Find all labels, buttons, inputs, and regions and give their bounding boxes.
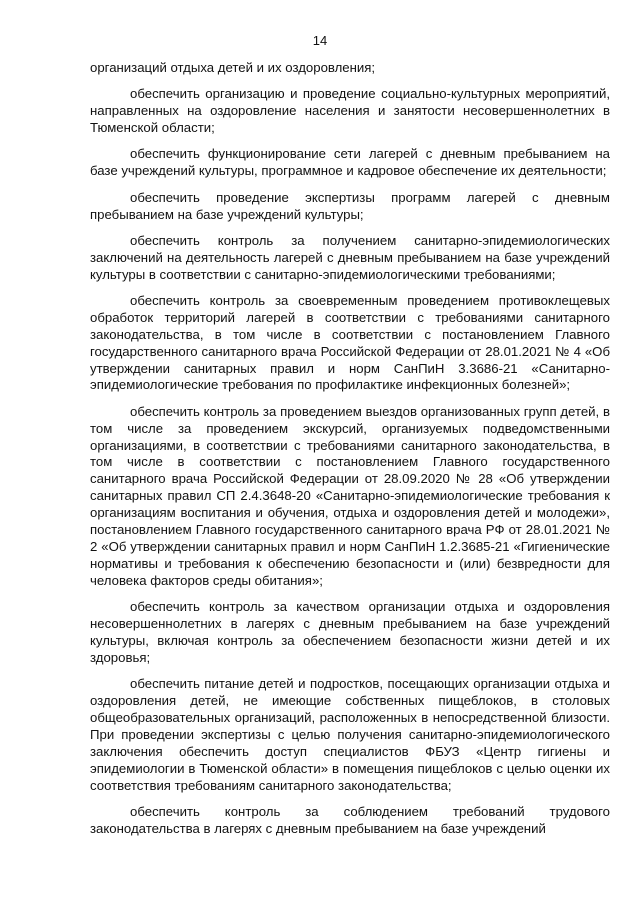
paragraph: организаций отдыха детей и их оздоровления;: [90, 60, 376, 75]
paragraph: обеспечить контроль за соблюдением требований трудового законодательства в лагерях с дневным пребыванием на базе учреждений: [90, 803, 610, 836]
paragraph: обеспечить питание детей и подростков, посещающих организации отдыха и оздоровления детей, не имеющие собственных пищеблоков, в столовых общеобразовательных организаций, расположенных в непосредственной близости. При проведении экспертизы с целью получения санитарно-эпидемиологического заключения обеспечить доступ специалистов ФБУЗ «Центр гигиены и эпидемиологии в Тюменской области» в помещения пищеблоков с целью оценки их соответствия требованиям санитарного законодательства;: [90, 676, 610, 793]
paragraph: обеспечить контроль за проведением выездов организованных групп детей, в том числе за проведением экскурсий, организуемых подведомственными организациями, в соответствии с требованиями санитарного законодательства, в том числе в соответствии с постановлением Главного государственного санитарного врача Российской Федерации от 28.09.2020 № 28 «Об утверждении санитарных правил СП 2.4.3648-20 «Санитарно-эпидемиологические требования к организациям воспитания и обучения, отдыха и оздоровления детей и молодежи», постановлением Главного государственного санитарного врача РФ от 28.01.2021 № 2 «Об утверждении санитарных правил и норм СанПиН 1.2.3685-21 «Гигиенические нормативы и требования к обеспечению безопасности и (или) безвредности для человека факторов среды обитания»;: [90, 403, 610, 588]
paragraph: обеспечить функционирование сети лагерей с дневным пребыванием на базе учреждений культуры, программное и кадровое обеспечение их деятельности;: [90, 146, 610, 179]
document-body: [90, 60, 610, 847]
paragraph: обеспечить контроль за получением санитарно-эпидемиологических заключений на деятельность лагерей с дневным пребыванием на базе учреждений культуры в соответствии с санитарно-эпидемиологическими требованиями;: [90, 232, 610, 282]
paragraph: обеспечить проведение экспертизы программ лагерей с дневным пребыванием на базе учреждений культуры;: [90, 189, 610, 222]
paragraph: обеспечить организацию и проведение социально-культурных мероприятий, направленных на оздоровление населения и занятости несовершеннолетних в Тюменской области;: [90, 86, 610, 136]
paragraph: обеспечить контроль за своевременным проведением противоклещевых обработок территорий лагерей в соответствии с требованиями санитарного законодательства, в том числе в соответствии с постановлением Главного государственного санитарного врача Российской Федерации от 28.01.2021 № 4 «Об утверждении санитарных правил и норм СанПиН 3.3686-21 «Санитарно-эпидемиологические требования по профилактике инфекционных болезней»;: [90, 292, 610, 393]
paragraph: обеспечить контроль за качеством организации отдыха и оздоровления несовершеннолетних в лагерях с дневным пребыванием на базе учреждений культуры, включая контроль за обеспечением безопасности жизни детей и их здоровья;: [90, 599, 610, 665]
page-number: 14: [312, 33, 328, 48]
